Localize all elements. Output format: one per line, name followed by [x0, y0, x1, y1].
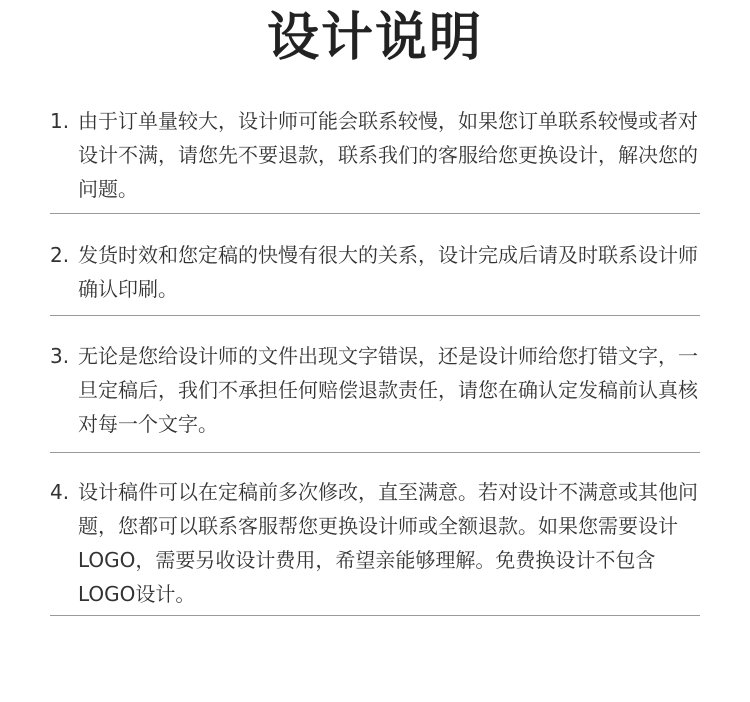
note-number: 3. — [50, 344, 70, 368]
note-item-4 — [50, 475, 702, 611]
note-text: 发货时效和您定稿的快慢有很大的关系，设计完成后请及时联系设计师确认印刷。 — [78, 243, 698, 301]
note-text: 无论是您给设计师的文件出现文字错误，还是设计师给您打错文字，一旦定稿后，我们不承担任何赔偿退款责任，请您在确认定发稿前认真核对每一个文字。 — [78, 344, 698, 436]
note-item-3 — [50, 339, 702, 441]
note-item-1 — [50, 104, 702, 206]
note-number: 4. — [50, 480, 70, 504]
divider — [50, 615, 700, 616]
note-number: 1. — [50, 109, 70, 133]
divider — [50, 452, 700, 453]
note-text: 由于订单量较大，设计师可能会联系较慢，如果您订单联系较慢或者对设计不满，请您先不要退款，联系我们的客服给您更换设计，解决您的问题。 — [78, 109, 698, 201]
note-item-2 — [50, 238, 702, 306]
note-text: 设计稿件可以在定稿前多次修改，直至满意。若对设计不满意或其他问题，您都可以联系客服帮您更换设计师或全额退款。如果您需要设计LOGO，需要另收设计费用，希望亲能够理解。免费换设计不包含LOGO设计。 — [78, 480, 698, 606]
note-number: 2. — [50, 243, 70, 267]
divider — [50, 213, 700, 214]
page-title: 设计说明 — [266, 8, 483, 68]
divider — [50, 315, 700, 316]
